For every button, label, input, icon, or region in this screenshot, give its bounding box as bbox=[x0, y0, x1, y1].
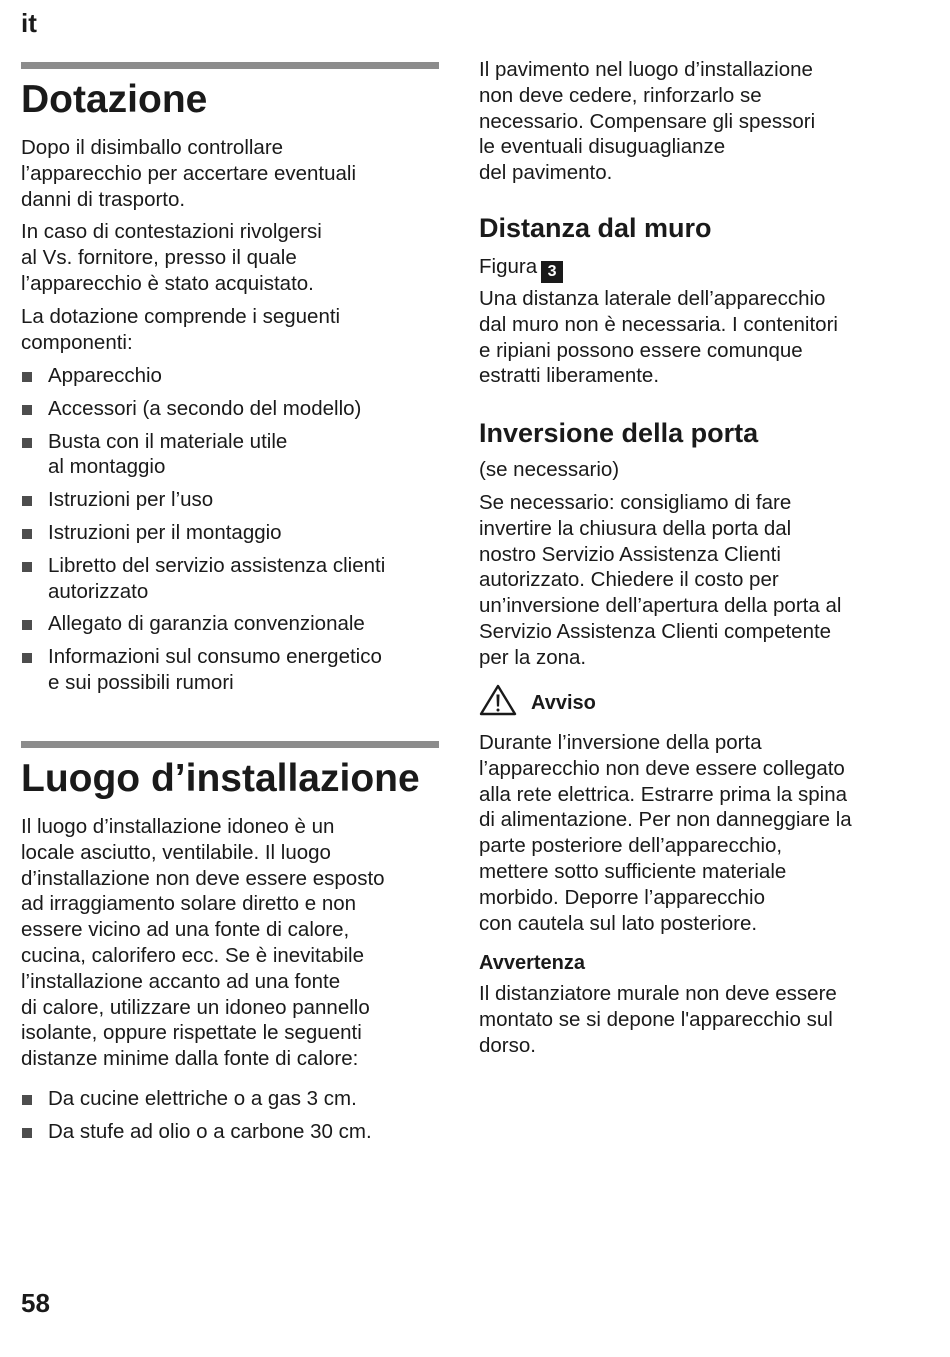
paragraph: La dotazione comprende i seguenti componenti: bbox=[21, 305, 341, 354]
figure-reference: Figura 3 bbox=[479, 254, 563, 283]
bullet-icon bbox=[22, 496, 32, 506]
paragraph: Il pavimento nel luogo d’installazione non deve cedere, rinforzarlo se necessario. Compensare gli spessori le eventuali disuguaglianze del pavimento. bbox=[479, 58, 816, 185]
warning-label: Avviso bbox=[531, 692, 596, 714]
note-text: Il distanziatore murale non deve essere montato se si depone l'apparecchio sul dorso. bbox=[479, 982, 837, 1057]
section-title-distanza: Distanza dal muro bbox=[479, 213, 712, 243]
paragraph: Dopo il disimballo controllare l’apparecchio per accertare eventuali danni di trasporto. bbox=[21, 136, 357, 211]
paragraph: Il luogo d’installazione idoneo è un locale asciutto, ventilabile. Il luogo d’installazione non deve essere esposto ad irraggiamento solare diretto e non essere vicino ad una fonte di calore, cucina, calorifero ecc. Se è inevitabile l’installazione accanto ad una fonte di calore, utilizzare un idoneo pannello isolante, oppure rispettate le seguenti distanze minime dalla fonte di calore: bbox=[21, 815, 385, 1071]
section-rule bbox=[21, 741, 439, 748]
bullet-icon bbox=[22, 438, 32, 448]
bullet-icon bbox=[22, 1128, 32, 1138]
section-title-inversione: Inversione della porta bbox=[479, 418, 759, 448]
section-title-luogo: Luogo d’installazione bbox=[21, 757, 420, 800]
list-item: Allegato di garanzia convenzionale bbox=[21, 611, 441, 637]
paragraph: In caso di contestazioni rivolgersi al Vs. fornitore, presso il quale l’apparecchio è stato acquistato. bbox=[21, 220, 322, 295]
bullet-icon bbox=[22, 562, 32, 572]
list-item: Da stufe ad olio o a carbone 30 cm. bbox=[21, 1119, 441, 1145]
distanze-list bbox=[21, 1086, 441, 1152]
note-title: Avvertenza bbox=[479, 952, 585, 974]
bullet-icon bbox=[22, 529, 32, 539]
list-item: Accessori (a secondo del modello) bbox=[21, 396, 441, 422]
bullet-icon bbox=[22, 620, 32, 630]
paragraph: Se necessario: consigliamo di fare invertire la chiusura della porta dal nostro Servizio Assistenza Clienti autorizzato. Chiedere il costo per un’inversione dell’apertura della porta al Servizio Assistenza Clienti competente per la zona. bbox=[479, 491, 842, 669]
section-title-dotazione: Dotazione bbox=[21, 78, 208, 121]
list-item: Apparecchio bbox=[21, 363, 441, 389]
paragraph: Una distanza laterale dell’apparecchio dal muro non è necessaria. I contenitori e ripiani possono essere comunque estratti liberamente. bbox=[479, 287, 838, 388]
list-item: Da cucine elettriche o a gas 3 cm. bbox=[21, 1086, 441, 1112]
warning-triangle-icon bbox=[479, 684, 517, 716]
bullet-icon bbox=[22, 1095, 32, 1105]
figure-number-badge: 3 bbox=[541, 261, 563, 283]
warning-text: Durante l’inversione della porta l’apparecchio non deve essere collegato alla rete elettrica. Estrarre prima la spina di alimentazione. Per non danneggiare la parte posteriore dell’apparecchio, mettere sotto sufficiente materiale morbido. Deporre l’apparecchio con cautela sul lato posteriore. bbox=[479, 731, 852, 935]
page-number: 58 bbox=[21, 1288, 50, 1318]
bullet-icon bbox=[22, 372, 32, 382]
list-item: Istruzioni per il montaggio bbox=[21, 520, 441, 546]
subtitle: (se necessario) bbox=[479, 458, 620, 481]
warning-heading bbox=[479, 684, 596, 716]
section-rule bbox=[21, 62, 439, 69]
bullet-icon bbox=[22, 653, 32, 663]
dotazione-list bbox=[21, 363, 441, 703]
list-item: Informazioni sul consumo energetico e sui possibili rumori bbox=[21, 644, 441, 696]
list-item: Busta con il materiale utile al montaggio bbox=[21, 429, 441, 481]
list-item: Libretto del servizio assistenza clienti autorizzato bbox=[21, 553, 441, 605]
language-code: it bbox=[21, 8, 37, 38]
bullet-icon bbox=[22, 405, 32, 415]
list-item: Istruzioni per l’uso bbox=[21, 487, 441, 513]
